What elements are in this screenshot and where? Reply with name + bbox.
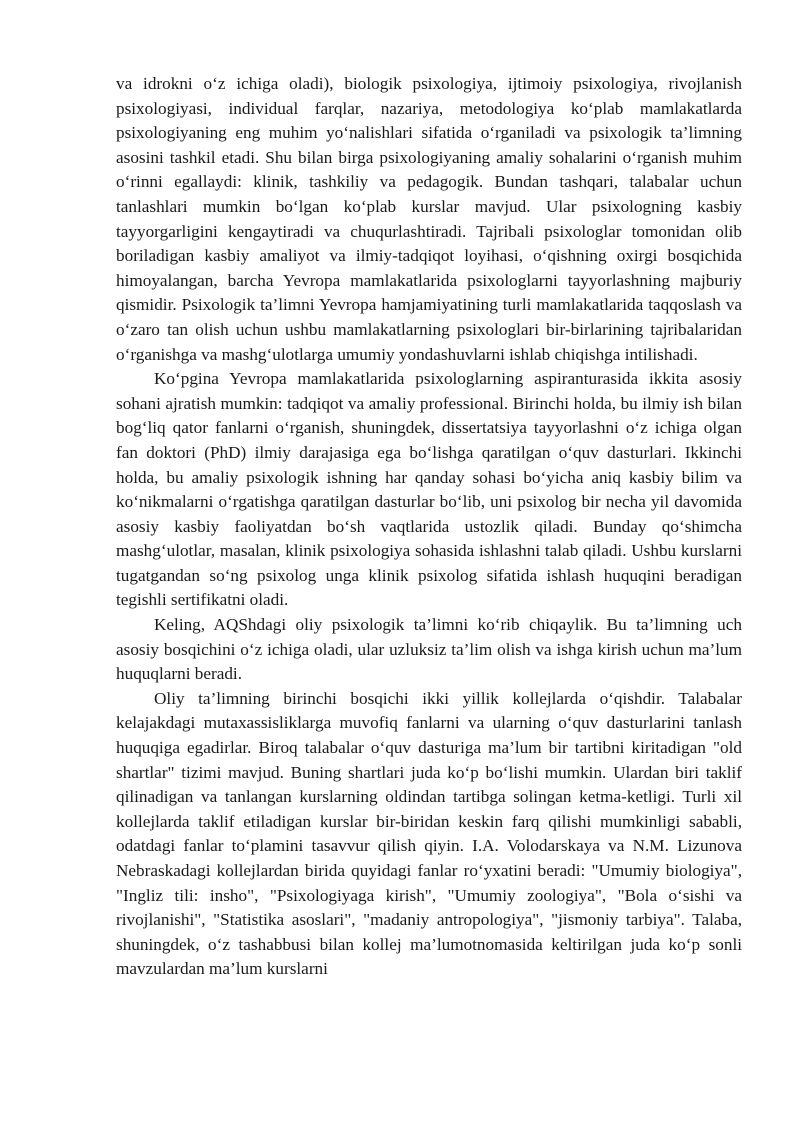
paragraph-usa-intro: Keling, AQShdagi oliy psixologik ta’limni ko‘rib chiqaylik. Bu ta’limning uch asosiy bosqichini o‘z ichiga oladi, ular uzluksiz ta’lim olish va ishga kirish uchun ma’lum huquqlarni beradi. xyxy=(116,615,742,684)
document-page xyxy=(116,72,742,982)
paragraph-europe-postgraduate: Ko‘pgina Yevropa mamlakatlarida psixologlarning aspiranturasida ikkita asosiy sohani ajratish mumkin: tadqiqot va amaliy professional. Birinchi holda, bu ilmiy ish bilan bog‘liq qator fanlarni o‘rganish, shuningdek, dissertatsiya tayyorlashni o‘z ichiga olgan fan doktori (PhD) ilmiy darajasiga ega bo‘lishga qaratilgan o‘quv dasturlari. Ikkinchi holda, bu amaliy psixologik ishning har qanday sohasi bo‘yicha aniq kasbiy bilim va ko‘nikmalarni o‘rgatishga qaratilgan dasturlar bo‘lib, uni psixolog bir necha yil davomida asosiy kasbiy faoliyatdan bo‘sh vaqtlarida ustozlik qiladi. Bunday qo‘shimcha mashg‘ulotlar, masalan, klinik psixologiya sohasida ishlashni talab qiladi. Ushbu kurslarni tugatgandan so‘ng psixolog unga klinik psixolog sifatida ishlash huquqini beradigan tegishli sertifikatni oladi. xyxy=(116,369,742,610)
paragraph-continued: va idrokni o‘z ichiga oladi), biologik psixologiya, ijtimoiy psixologiya, rivojlanish psixologiyasi, individual farqlar, nazariya, metodologiya ko‘plab mamlakatlarda psixologiyaning eng muhim yo‘nalishlari sifatida o‘rganiladi va psixologik ta’limning asosini tashkil etadi. Shu bilan birga psixologiyaning amaliy sohalarini o‘rganish muhim o‘rinni egallaydi: klinik, tashkiliy va pedagogik. Bundan tashqari, talabalar uchun tanlashlari mumkin bo‘lgan ko‘plab kurslar mavjud. Ular psixologning kasbiy tayyorgarligini kengaytiradi va chuqurlashtiradi. Tajribali psixologlar tomonidan olib boriladigan kasbiy amaliyot va ilmiy-tadqiqot loyihasi, o‘qishning oxirgi bosqichida himoyalangan, barcha Yevropa mamlakatlarida psixologlarni tayyorlashning majburiy qismidir. Psixologik ta’limni Yevropa hamjamiyatining turli mamlakatlarida taqqoslash va o‘zaro tan olish uchun ushbu mamlakatlarning psixologlari bir-birlarining tajribalaridan o‘rganishga va mashg‘ulotlarga umumiy yondashuvlarni ishlab chiqishga intilishadi. xyxy=(116,74,742,364)
paragraph-first-stage: Oliy ta’limning birinchi bosqichi ikki yillik kollejlarda o‘qishdir. Talabalar kelajakdagi mutaxassisliklarga muvofiq fanlarni va ularning o‘quv dasturlarini tanlash huquqiga egadirlar. Biroq talabalar o‘quv dasturiga ma’lum bir tartibni kiritadigan "old shartlar" tizimi mavjud. Buning shartlari juda ko‘p bo‘lishi mumkin. Ulardan biri taklif qilinadigan va tanlangan kurslarning oldindan tartibga solingan ketma-ketligi. Turli xil kollejlarda taklif etiladigan kurslar bir-biridan keskin farq qilishi mumkinligi sababli, odatdagi fanlar to‘plamini tasavvur qilish qiyin. I.A. Volodarskaya va N.M. Lizunova Nebraskadagi kollejlardan birida quyidagi fanlar ro‘yxatini beradi: "Umumiy biologiya", "Ingliz tili: insho", "Psixologiyaga kirish", "Umumiy zoologiya", "Bola o‘sishi va rivojlanishi", "Statistika asoslari", "madaniy antropologiya", "jismoniy tarbiya". Talaba, shuningdek, o‘z tashabbusi bilan kollej ma’lumotnomasida keltirilgan juda ko‘p sonli mavzulardan ma’lum kurslarni xyxy=(116,688,742,979)
